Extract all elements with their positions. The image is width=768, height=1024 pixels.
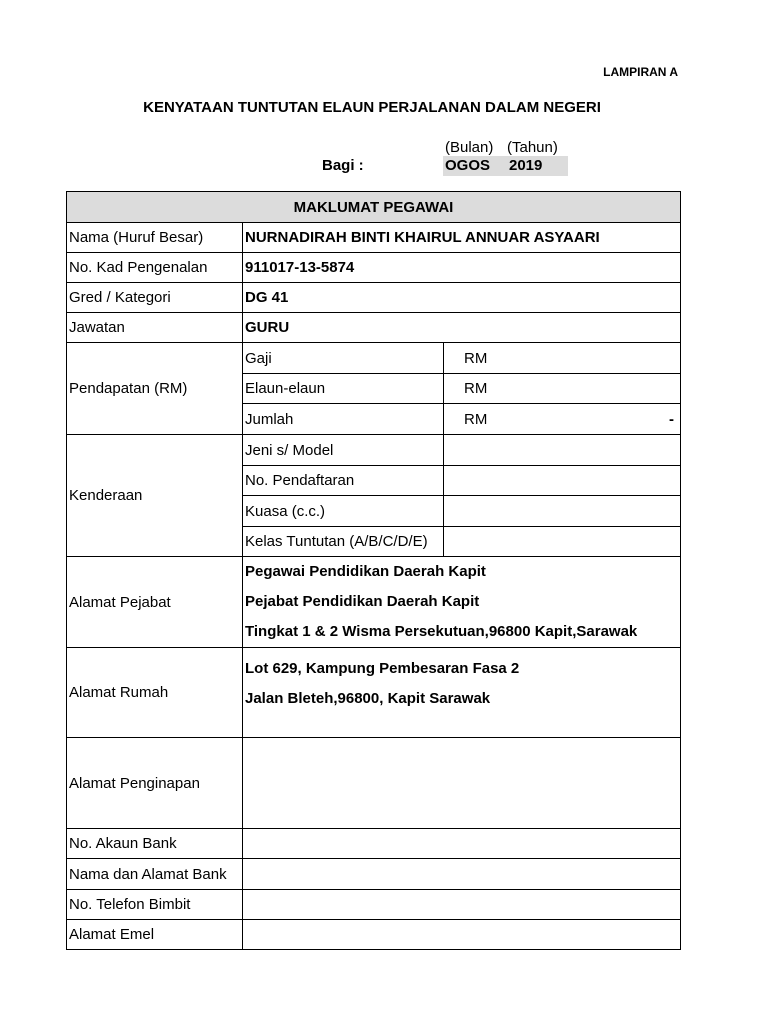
tahun-value: 2019 [509, 157, 543, 174]
kenderaan-label: Kenderaan [67, 435, 243, 557]
pendapatan-label: Pendapatan (RM) [67, 343, 243, 435]
alamat-penginapan-value [243, 738, 681, 829]
nama-label: Nama (Huruf Besar) [67, 223, 243, 253]
emel-label: Alamat Emel [67, 920, 243, 950]
kuasa-label: Kuasa (c.c.) [243, 496, 444, 527]
jumlah-value: - [669, 410, 674, 428]
emel-value [243, 920, 681, 950]
elaun-label: Elaun-elaun [243, 374, 444, 404]
alamat-penginapan-label: Alamat Penginapan [67, 738, 243, 829]
model-label: Jeni s/ Model [243, 435, 444, 466]
tahun-label: (Tahun) [507, 139, 558, 156]
period-values [443, 156, 568, 176]
jumlah-value-cell [444, 404, 681, 435]
kelas-label: Kelas Tuntutan (A/B/C/D/E) [243, 527, 444, 557]
gaji-label: Gaji [243, 343, 444, 374]
alamat-pejabat-line: Tingkat 1 & 2 Wisma Persekutuan,96800 Kapit,Sarawak [245, 623, 638, 640]
kuasa-value [444, 496, 681, 527]
maklumat-pegawai-table [66, 191, 681, 950]
alamat-rumah-value [243, 648, 681, 738]
jawatan-label: Jawatan [67, 313, 243, 343]
lampiran-label: LAMPIRAN A [603, 65, 678, 79]
alamat-rumah-line: Jalan Bleteh,96800, Kapit Sarawak [245, 690, 491, 707]
pendaftaran-value [444, 466, 681, 496]
elaun-rm: RM [464, 380, 488, 397]
alamat-pejabat-line: Pegawai Pendidikan Daerah Kapit [245, 563, 486, 580]
jumlah-rm: RM [464, 410, 488, 428]
elaun-value-cell [444, 374, 681, 404]
akaun-bank-label: No. Akaun Bank [67, 829, 243, 859]
gred-value: DG 41 [243, 283, 681, 313]
pendaftaran-label: No. Pendaftaran [243, 466, 444, 496]
document-title: KENYATAAN TUNTUTAN ELAUN PERJALANAN DALAM NEGERI [143, 99, 601, 116]
telefon-label: No. Telefon Bimbit [67, 890, 243, 920]
alamat-pejabat-label: Alamat Pejabat [67, 557, 243, 648]
period-labels [445, 139, 558, 156]
jumlah-label: Jumlah [243, 404, 444, 435]
bulan-label: (Bulan) [445, 139, 494, 156]
gaji-rm: RM [464, 349, 488, 367]
ic-label: No. Kad Pengenalan [67, 253, 243, 283]
nama-alamat-bank-label: Nama dan Alamat Bank [67, 859, 243, 890]
nama-value: NURNADIRAH BINTI KHAIRUL ANNUAR ASYAARI [243, 223, 681, 253]
ic-value: 911017-13-5874 [243, 253, 681, 283]
kelas-value [444, 527, 681, 557]
bagi-label: Bagi : [322, 157, 364, 174]
nama-alamat-bank-value [243, 859, 681, 890]
akaun-bank-value [243, 829, 681, 859]
alamat-rumah-line: Lot 629, Kampung Pembesaran Fasa 2 [245, 660, 520, 677]
gaji-value-cell [444, 343, 681, 374]
section-title: MAKLUMAT PEGAWAI [67, 192, 681, 223]
model-value [444, 435, 681, 466]
gred-label: Gred / Kategori [67, 283, 243, 313]
telefon-value [243, 890, 681, 920]
alamat-pejabat-value [243, 557, 681, 648]
alamat-rumah-label: Alamat Rumah [67, 648, 243, 738]
bulan-value: OGOS [445, 157, 491, 174]
alamat-pejabat-line: Pejabat Pendidikan Daerah Kapit [245, 593, 480, 610]
jawatan-value: GURU [243, 313, 681, 343]
